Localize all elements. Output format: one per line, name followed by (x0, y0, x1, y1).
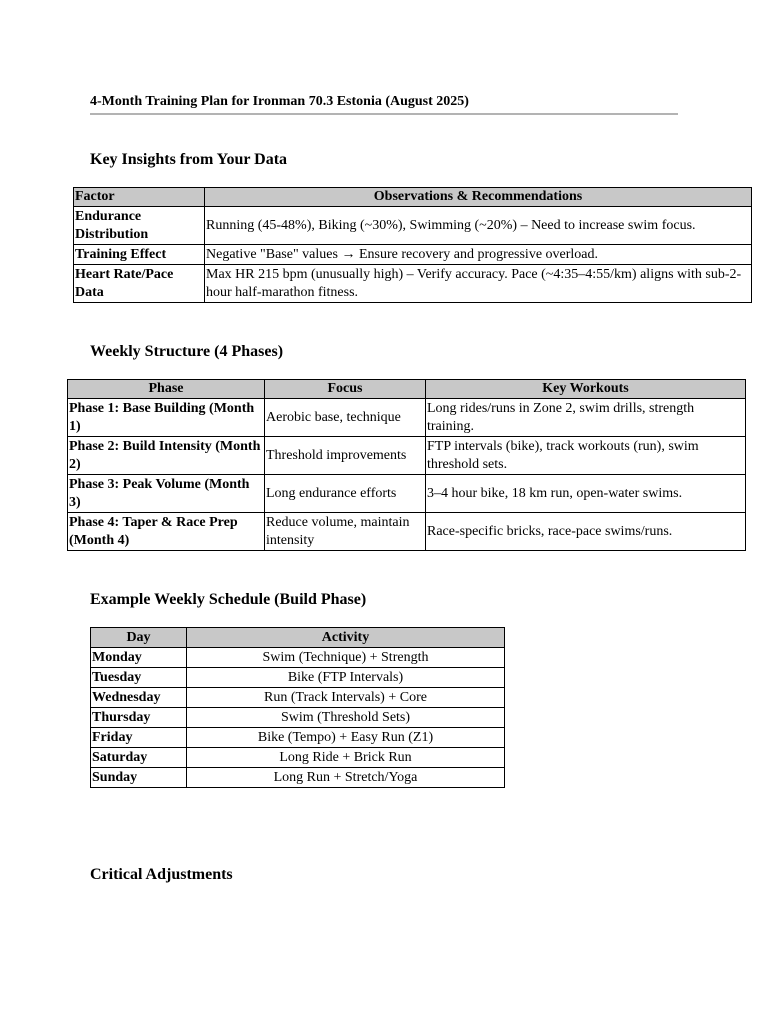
observation-cell: Max HR 215 bpm (unusually high) – Verify accuracy. Pace (~4:35–4:55/km) aligns with sub-2-hour half-marathon fitness. (205, 265, 752, 303)
activity-cell: Swim (Technique) + Strength (187, 648, 505, 668)
table-row (68, 399, 746, 437)
column-header-phase: Phase (68, 380, 265, 399)
insights-heading: Key Insights from Your Data (90, 151, 288, 168)
phase-cell: Phase 1: Base Building (Month 1) (68, 399, 265, 437)
table-row (74, 265, 752, 303)
workouts-cell: Long rides/runs in Zone 2, swim drills, strength training. (426, 399, 746, 437)
factor-cell: Training Effect (74, 245, 205, 265)
observation-cell: Negative "Base" values → Ensure recovery and progressive overload. (205, 245, 752, 265)
day-cell: Thursday (91, 708, 187, 728)
phase-cell: Phase 2: Build Intensity (Month 2) (68, 437, 265, 475)
table-header-row (74, 188, 752, 207)
table-row (68, 475, 746, 513)
column-header-observations: Observations & Recommendations (205, 188, 752, 207)
page-title: 4-Month Training Plan for Ironman 70.3 Estonia (August 2025) (90, 93, 678, 115)
critical-adjustments-heading: Critical Adjustments (90, 866, 233, 883)
table-row (74, 207, 752, 245)
day-cell: Saturday (91, 748, 187, 768)
table-row (91, 768, 505, 788)
schedule-table (90, 627, 505, 788)
day-cell: Sunday (91, 768, 187, 788)
phase-cell: Phase 4: Taper & Race Prep (Month 4) (68, 513, 265, 551)
focus-cell: Long endurance efforts (265, 475, 426, 513)
table-header-row (68, 380, 746, 399)
activity-cell: Bike (Tempo) + Easy Run (Z1) (187, 728, 505, 748)
table-row (91, 688, 505, 708)
day-cell: Monday (91, 648, 187, 668)
table-row (91, 728, 505, 748)
day-cell: Tuesday (91, 668, 187, 688)
day-cell: Friday (91, 728, 187, 748)
activity-cell: Long Ride + Brick Run (187, 748, 505, 768)
table-row (91, 708, 505, 728)
activity-cell: Run (Track Intervals) + Core (187, 688, 505, 708)
table-row (91, 668, 505, 688)
workouts-cell: Race-specific bricks, race-pace swims/runs. (426, 513, 746, 551)
activity-cell: Long Run + Stretch/Yoga (187, 768, 505, 788)
observation-cell: Running (45-48%), Biking (~30%), Swimming (~20%) – Need to increase swim focus. (205, 207, 752, 245)
column-header-focus: Focus (265, 380, 426, 399)
workouts-cell: FTP intervals (bike), track workouts (run), swim threshold sets. (426, 437, 746, 475)
weekly-structure-heading: Weekly Structure (4 Phases) (90, 343, 284, 360)
phases-table (67, 379, 746, 551)
factor-cell: Endurance Distribution (74, 207, 205, 245)
table-row (91, 648, 505, 668)
schedule-heading: Example Weekly Schedule (Build Phase) (90, 591, 367, 608)
column-header-day: Day (91, 628, 187, 648)
column-header-factor: Factor (74, 188, 205, 207)
insights-table (73, 187, 752, 303)
focus-cell: Threshold improvements (265, 437, 426, 475)
focus-cell: Reduce volume, maintain intensity (265, 513, 426, 551)
table-row (68, 437, 746, 475)
workouts-cell: 3–4 hour bike, 18 km run, open-water swims. (426, 475, 746, 513)
day-cell: Wednesday (91, 688, 187, 708)
table-row (91, 748, 505, 768)
focus-cell: Aerobic base, technique (265, 399, 426, 437)
table-row (68, 513, 746, 551)
activity-cell: Swim (Threshold Sets) (187, 708, 505, 728)
phase-cell: Phase 3: Peak Volume (Month 3) (68, 475, 265, 513)
table-header-row (91, 628, 505, 648)
table-row (74, 245, 752, 265)
factor-cell: Heart Rate/Pace Data (74, 265, 205, 303)
column-header-activity: Activity (187, 628, 505, 648)
column-header-key-workouts: Key Workouts (426, 380, 746, 399)
activity-cell: Bike (FTP Intervals) (187, 668, 505, 688)
